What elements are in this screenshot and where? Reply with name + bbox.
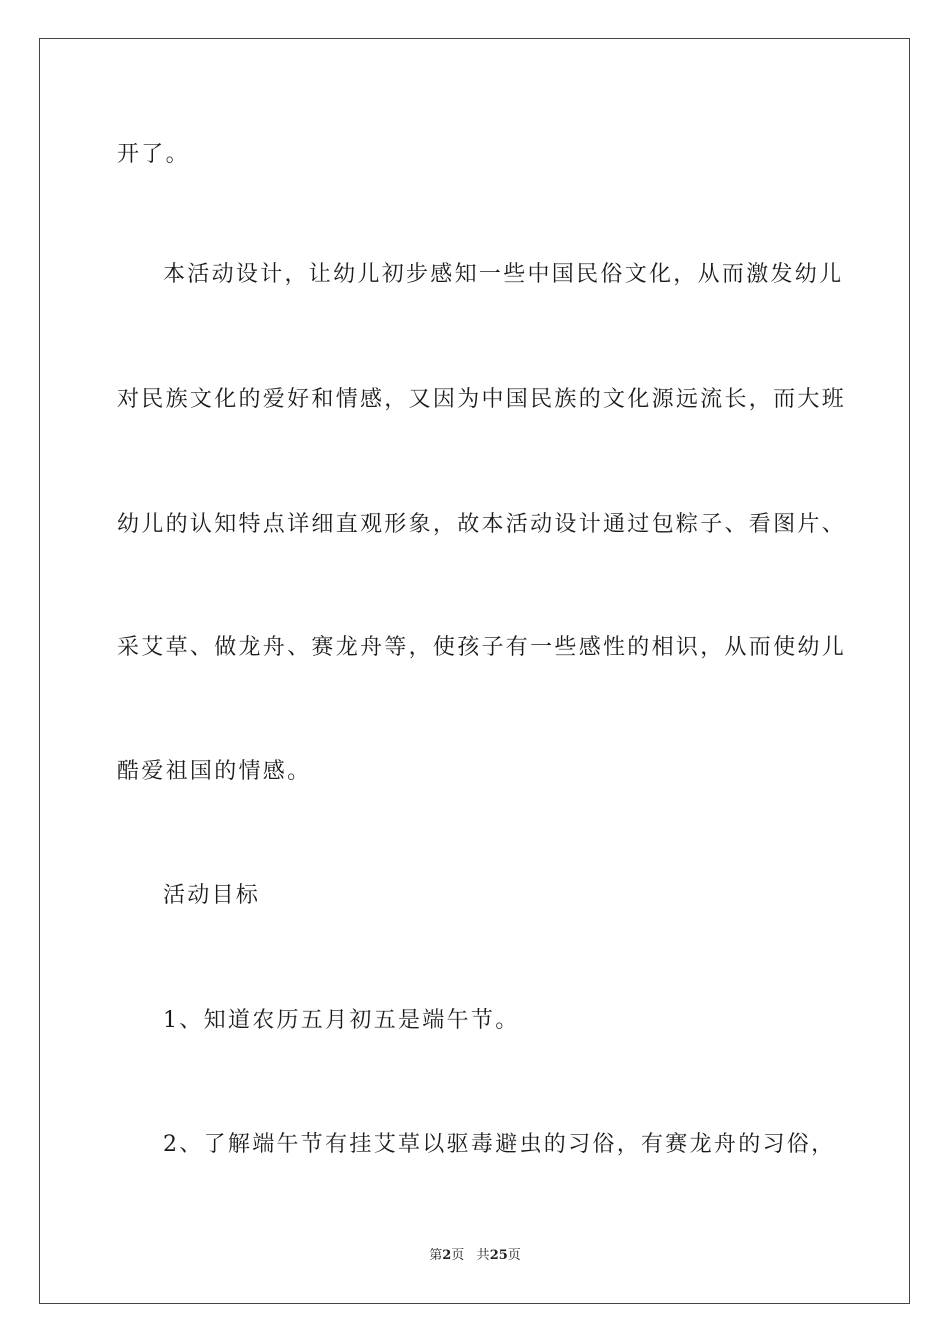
footer-total-suffix: 页 bbox=[507, 1248, 521, 1263]
footer-page-number: 2 bbox=[442, 1248, 452, 1263]
page-footer bbox=[0, 1247, 950, 1265]
footer-total-pages: 25 bbox=[489, 1248, 508, 1263]
text-line-4: 幼儿的认知特点详细直观形象，故本活动设计通过包粽子、看图片、 bbox=[117, 512, 847, 537]
footer-page-suffix: 页 bbox=[451, 1248, 465, 1263]
text-line-8: 1、知道农历五月初五是端午节。 bbox=[163, 1008, 520, 1033]
text-line-3: 对民族文化的爱好和情感，又因为中国民族的文化源远流长，而大班 bbox=[117, 387, 847, 412]
text-line-2: 本活动设计，让幼儿初步感知一些中国民俗文化，从而激发幼儿 bbox=[163, 262, 844, 287]
text-line-1: 开了。 bbox=[117, 142, 190, 167]
footer-page-prefix: 第 bbox=[429, 1248, 443, 1263]
footer-total-prefix: 共 bbox=[476, 1248, 490, 1263]
text-line-9: 2、了解端午节有挂艾草以驱毒避虫的习俗，有赛龙舟的习俗， bbox=[163, 1132, 836, 1157]
text-line-6: 酷爱祖国的情感。 bbox=[117, 759, 312, 784]
text-line-5: 采艾草、做龙舟、赛龙舟等，使孩子有一些感性的相识，从而使幼儿 bbox=[117, 635, 847, 660]
section-heading: 活动目标 bbox=[163, 883, 261, 908]
page-border bbox=[39, 38, 910, 1304]
